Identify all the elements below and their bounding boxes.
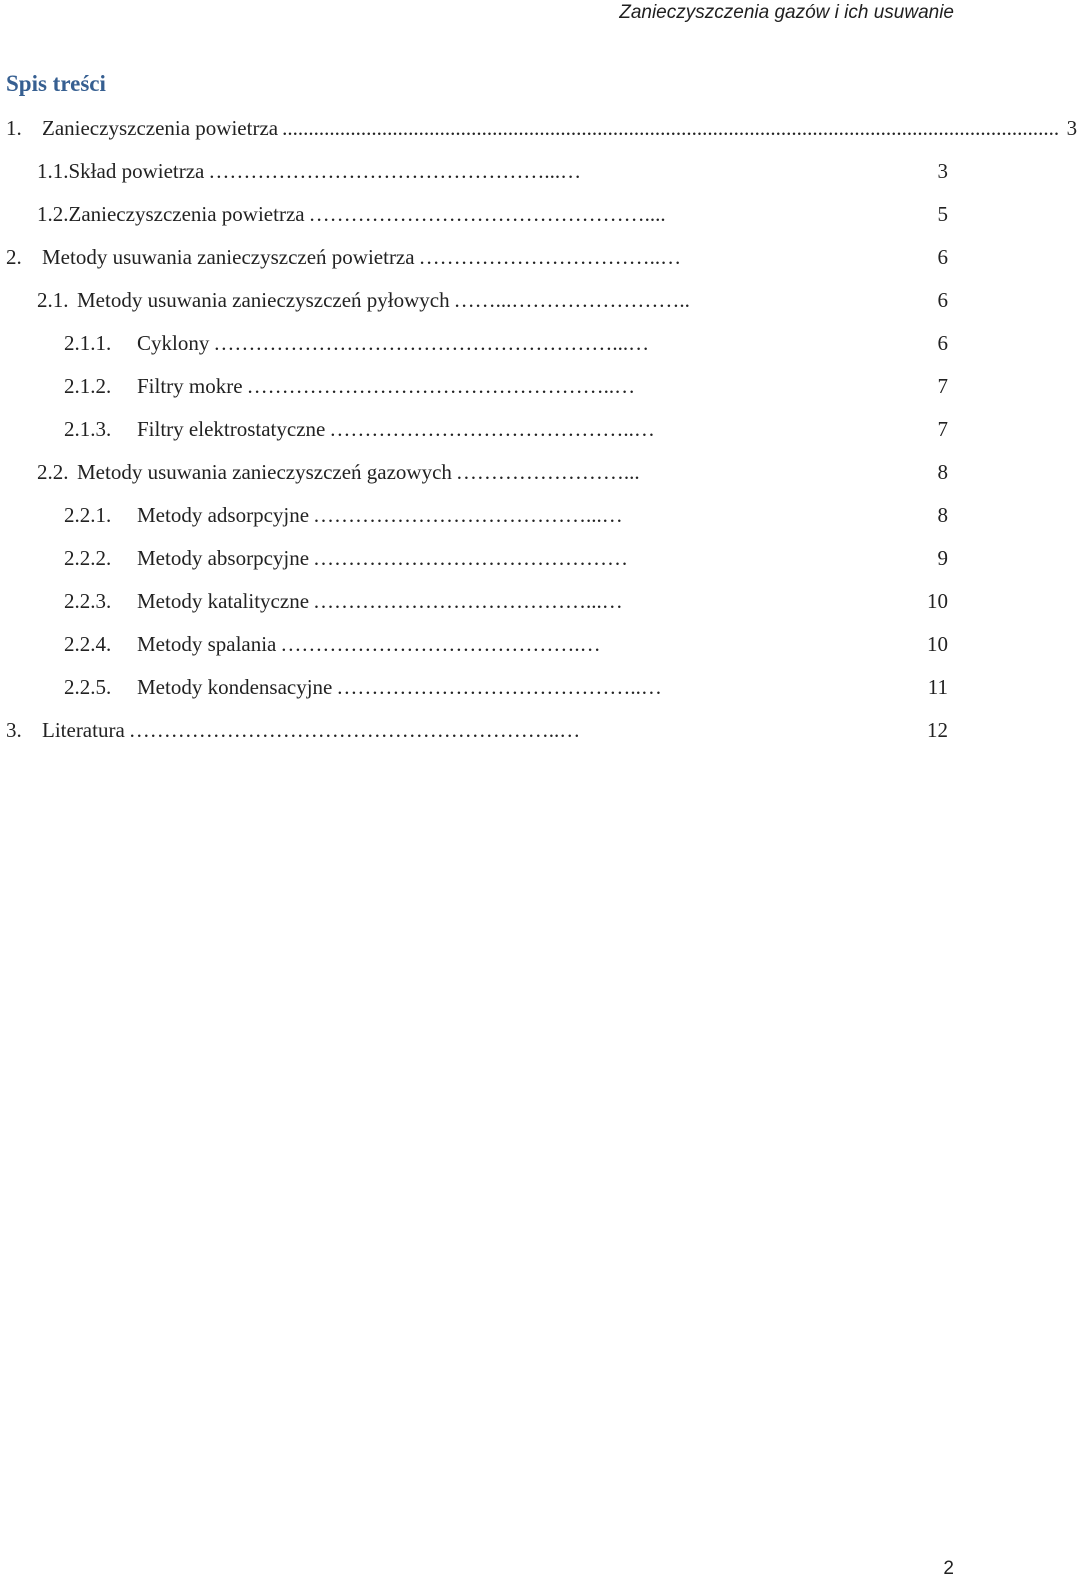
toc-entry-number: 2.2.5. bbox=[64, 675, 112, 699]
toc-entry-page: 7 bbox=[937, 374, 948, 398]
toc-entry-leader: …………………………………...… bbox=[313, 589, 623, 613]
toc-entry-number: 2.2.2. bbox=[64, 546, 112, 570]
toc-entry-page: 8 bbox=[937, 460, 948, 484]
toc-entry[interactable] bbox=[0, 113, 1077, 156]
toc-entry-leader: ……………………………………………..… bbox=[246, 374, 636, 398]
table-of-contents bbox=[0, 113, 1077, 758]
toc-entry[interactable] bbox=[0, 414, 948, 457]
toc-entry-label: Filtry mokre bbox=[137, 374, 243, 398]
toc-entry-page: 10 bbox=[927, 589, 948, 613]
toc-entry-number: 2.1.2. bbox=[64, 374, 112, 398]
toc-entry-label: Metody absorpcyjne bbox=[137, 546, 310, 570]
toc-entry-number: 2.2. bbox=[37, 460, 69, 484]
toc-entry-page: 3 bbox=[937, 159, 948, 183]
toc-entry[interactable] bbox=[0, 371, 948, 414]
toc-entry[interactable] bbox=[0, 715, 948, 758]
toc-entry-number: 2. bbox=[6, 245, 22, 269]
toc-entry-leader: …………………………………………...… bbox=[208, 159, 582, 183]
toc-entry-number: 2.1.3. bbox=[64, 417, 112, 441]
toc-entry-page: 12 bbox=[927, 718, 948, 742]
toc-entry[interactable] bbox=[0, 629, 948, 672]
toc-entry-page: 9 bbox=[937, 546, 948, 570]
toc-entry[interactable] bbox=[0, 500, 948, 543]
toc-entry-number: 1. bbox=[6, 116, 22, 140]
toc-entry[interactable] bbox=[0, 285, 948, 328]
toc-entry-number: 1.1. bbox=[37, 159, 69, 183]
toc-entry-label: Metody usuwania zanieczyszczeń gazowych bbox=[77, 460, 452, 484]
toc-entry-leader: ………………………………………….... bbox=[308, 202, 666, 226]
toc-title: Spis treści bbox=[6, 71, 106, 96]
toc-entry[interactable] bbox=[0, 199, 948, 242]
toc-entry-label: Zanieczyszczenia powietrza bbox=[42, 116, 279, 140]
toc-entry-number: 2.1.1. bbox=[64, 331, 112, 355]
toc-entry-label: Cyklony bbox=[137, 331, 210, 355]
toc-entry-page: 10 bbox=[927, 632, 948, 656]
toc-entry[interactable] bbox=[0, 457, 948, 500]
toc-entry[interactable] bbox=[0, 672, 948, 715]
toc-entry-label: Metody usuwania zanieczyszczeń powietrza bbox=[42, 245, 415, 269]
toc-entry-leader: ……………………... bbox=[455, 460, 640, 484]
toc-entry-label: Skład powietrza bbox=[68, 159, 205, 183]
toc-entry[interactable] bbox=[0, 543, 948, 586]
toc-entry-page: 6 bbox=[937, 288, 948, 312]
toc-entry-label: Zanieczyszczenia powietrza bbox=[68, 202, 305, 226]
toc-entry-label: Metody spalania bbox=[137, 632, 277, 656]
toc-entry-leader: .................................................................................................................................................... bbox=[282, 116, 1060, 140]
toc-entry-leader: …………………………………...… bbox=[313, 503, 623, 527]
toc-entry-number: 3. bbox=[6, 718, 22, 742]
toc-entry-leader: …………………………………….… bbox=[280, 632, 601, 656]
toc-entry-leader: …………………………………………………...… bbox=[213, 331, 650, 355]
toc-entry-page: 7 bbox=[937, 417, 948, 441]
toc-entry-leader: ……...…………………….. bbox=[453, 288, 690, 312]
toc-entry-page: 5 bbox=[937, 202, 948, 226]
toc-entry-label: Metody katalityczne bbox=[137, 589, 310, 613]
toc-entry-leader: ……………………………………… bbox=[313, 546, 629, 570]
toc-entry-number: 2.2.4. bbox=[64, 632, 112, 656]
toc-entry-label: Literatura bbox=[42, 718, 125, 742]
toc-entry-page: 6 bbox=[937, 331, 948, 355]
toc-entry[interactable] bbox=[0, 242, 948, 285]
toc-entry-page: 11 bbox=[927, 675, 948, 699]
toc-entry-label: Metody adsorpcyjne bbox=[137, 503, 310, 527]
toc-entry[interactable] bbox=[0, 328, 948, 371]
toc-entry[interactable] bbox=[0, 156, 948, 199]
page-number: 2 bbox=[943, 1558, 954, 1579]
toc-entry-label: Filtry elektrostatyczne bbox=[137, 417, 326, 441]
toc-entry-number: 2.2.3. bbox=[64, 589, 112, 613]
toc-entry-leader: ……………………………..… bbox=[418, 245, 682, 269]
toc-entry-number: 1.2. bbox=[37, 202, 69, 226]
toc-entry-leader: ……………………………………………………..… bbox=[128, 718, 581, 742]
toc-entry-page: 8 bbox=[937, 503, 948, 527]
toc-entry-label: Metody kondensacyjne bbox=[137, 675, 333, 699]
toc-entry-page: 6 bbox=[937, 245, 948, 269]
toc-entry-leader: ……………………………………..… bbox=[329, 417, 655, 441]
toc-entry-number: 2.2.1. bbox=[64, 503, 112, 527]
toc-entry-label: Metody usuwania zanieczyszczeń pyłowych bbox=[77, 288, 450, 312]
running-header: Zanieczyszczenia gazów i ich usuwanie bbox=[619, 2, 954, 23]
toc-entry-page: 3 bbox=[1066, 116, 1077, 140]
toc-entry-leader: ……………………………………..… bbox=[336, 675, 662, 699]
toc-entry[interactable] bbox=[0, 586, 948, 629]
toc-entry-number: 2.1. bbox=[37, 288, 69, 312]
